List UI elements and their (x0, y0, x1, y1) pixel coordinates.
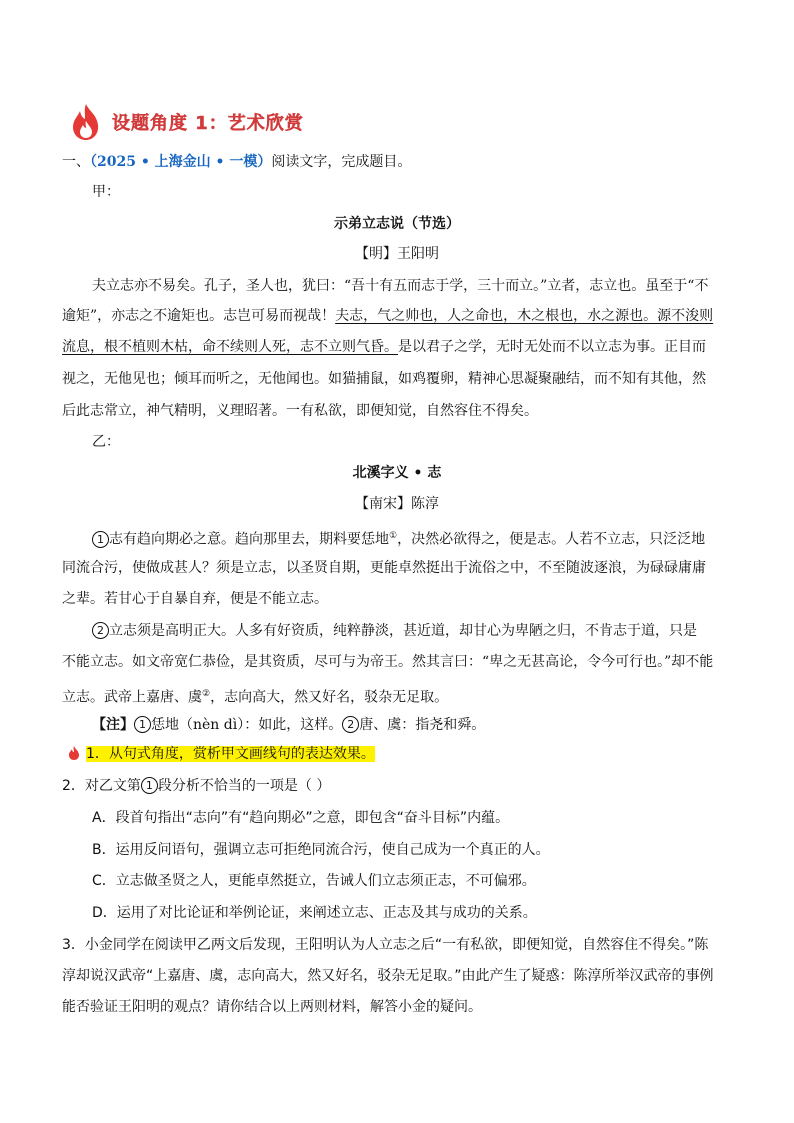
passage-jia-line: 夫立志亦不易矣。孔子，圣人也，犹曰：“吾十有五而志于学，三十而立。”立者，志立也。虽至于“不 (92, 278, 709, 294)
flame-icon (70, 103, 102, 141)
passage-jia-line: 流息，根不植则木枯，命不续则人死，志不立则气昏。是以君子之学，无时无处而不以立志为事。正目而 (62, 339, 706, 355)
footnote-marker: ② (202, 689, 211, 699)
passage-yi-line: 2 立志须是高明正大。人多有好资质，纯粹静淡，甚近道，却甘心为卑陋之归，不肯志于道，只是 (92, 621, 697, 641)
underlined-sentence: 流息，根不植则木枯，命不续则人死，志不立则气昏。 (62, 339, 398, 355)
option-b[interactable]: B．运用反问语句，强调立志可拒绝同流合污，使自己成为一个真正的人。 (92, 842, 550, 858)
question-3-line: 能否验证王阳明的观点？请你结合以上两则材料，解答小金的疑问。 (62, 999, 482, 1015)
question-2: 2．对乙文第 1 段分析不恰当的一项是（ ） (62, 778, 331, 794)
passage-jia-line: 后此志常立，神气精明，义理昭著。一有私欲，即便知觉，自然容住不得矣。 (62, 403, 538, 419)
problem-source: （2025 • 上海金山 • 一模） (90, 154, 272, 170)
passage-jia-author: 【明】王阳明 (355, 246, 439, 262)
question-3-line: 3．小金同学在阅读甲乙两文后发现，王阳明认为人立志之后“一有私欲，即便知觉，自然容住不得矣。”陈 (62, 937, 709, 953)
footnote-marker: ① (389, 531, 398, 541)
passage-jia-title: 示弟立志说（节选） (334, 216, 460, 232)
paragraph-number: 2 (92, 622, 109, 639)
option-c[interactable]: C．立志做圣贤之人，更能卓然挺立，告诫人们立志须正志，不可偏邪。 (92, 873, 536, 889)
paragraph-number: 1 (141, 777, 158, 794)
section-title: 设题角度 1：艺术欣赏 (112, 113, 304, 134)
problem-heading (62, 152, 411, 172)
flame-icon (68, 746, 80, 760)
passage-jia-line: 视之，无他见也；倾耳而听之，无他闻也。如猫捕鼠，如鸡覆卵，精神心思凝聚融结，而不知有其他，然 (62, 371, 706, 387)
passage-yi-label: 乙： (92, 434, 120, 450)
passage-jia-label: 甲： (92, 184, 120, 200)
question-3-line: 淳却说汉武帝“上嘉唐、虞，志向高大，然又好名，驳杂无足取。”由此产生了疑惑：陈淳所举汉武帝的事例 (62, 968, 714, 984)
annotation-note: 【注】 1 恁地（nèn dì）：如此，这样。 2 唐、虞：指尧和舜。 (92, 717, 486, 733)
passage-yi-line: 同流合污，使做成甚人？须是立志，以圣贤自期，更能卓然挺出于流俗之中，不至随波逐浪，为碌碌庸庸 (62, 560, 706, 576)
section-header (70, 102, 304, 142)
passage-yi-author: 【南宋】陈淳 (355, 496, 439, 512)
passage-jia-line: 逾矩”，亦志之不逾矩也。志岂可易而视哉！夫志，气之帅也，人之命也，木之根也，水之源也。源不浚则 (62, 308, 714, 324)
problem-instruction: 阅读文字，完成题目。 (271, 154, 412, 170)
passage-yi-title: 北溪字义 • 志 (352, 465, 442, 481)
paragraph-number: 1 (92, 531, 109, 548)
underlined-sentence: 夫志，气之帅也，人之命也，木之根也，水之源也。源不浚则 (335, 308, 714, 324)
passage-yi-line: 立志。武帝上嘉唐、虞②，志向高大，然又好名，驳杂无足取。 (62, 689, 449, 706)
problem-number: 一、 (62, 154, 90, 170)
option-a[interactable]: A．段首句指出“志向”有“趋向期必”之意，即包含“奋斗目标”内蕴。 (92, 810, 510, 826)
question-1-text: 1．从句式角度，赏析甲文画线句的表达效果。 (86, 746, 375, 762)
passage-yi-line: 之辈。若甘心于自暴自弃，便是不能立志。 (62, 591, 328, 607)
question-1 (68, 744, 375, 764)
passage-yi-line: 不能立志。如文帝宽仁恭俭，是其资质，尽可与为帝王。然其言曰：“卑之无甚高论，令今可行也。”却不能 (62, 654, 714, 670)
option-d[interactable]: D．运用了对比论证和举例论证，来阐述立志、正志及其与成功的关系。 (92, 905, 537, 921)
passage-yi-line: 1 志有趋向期必之意。趋向那里去，期料要恁地①，决然必欲得之，便是志。人若不立志，只泛泛地 (92, 526, 705, 550)
